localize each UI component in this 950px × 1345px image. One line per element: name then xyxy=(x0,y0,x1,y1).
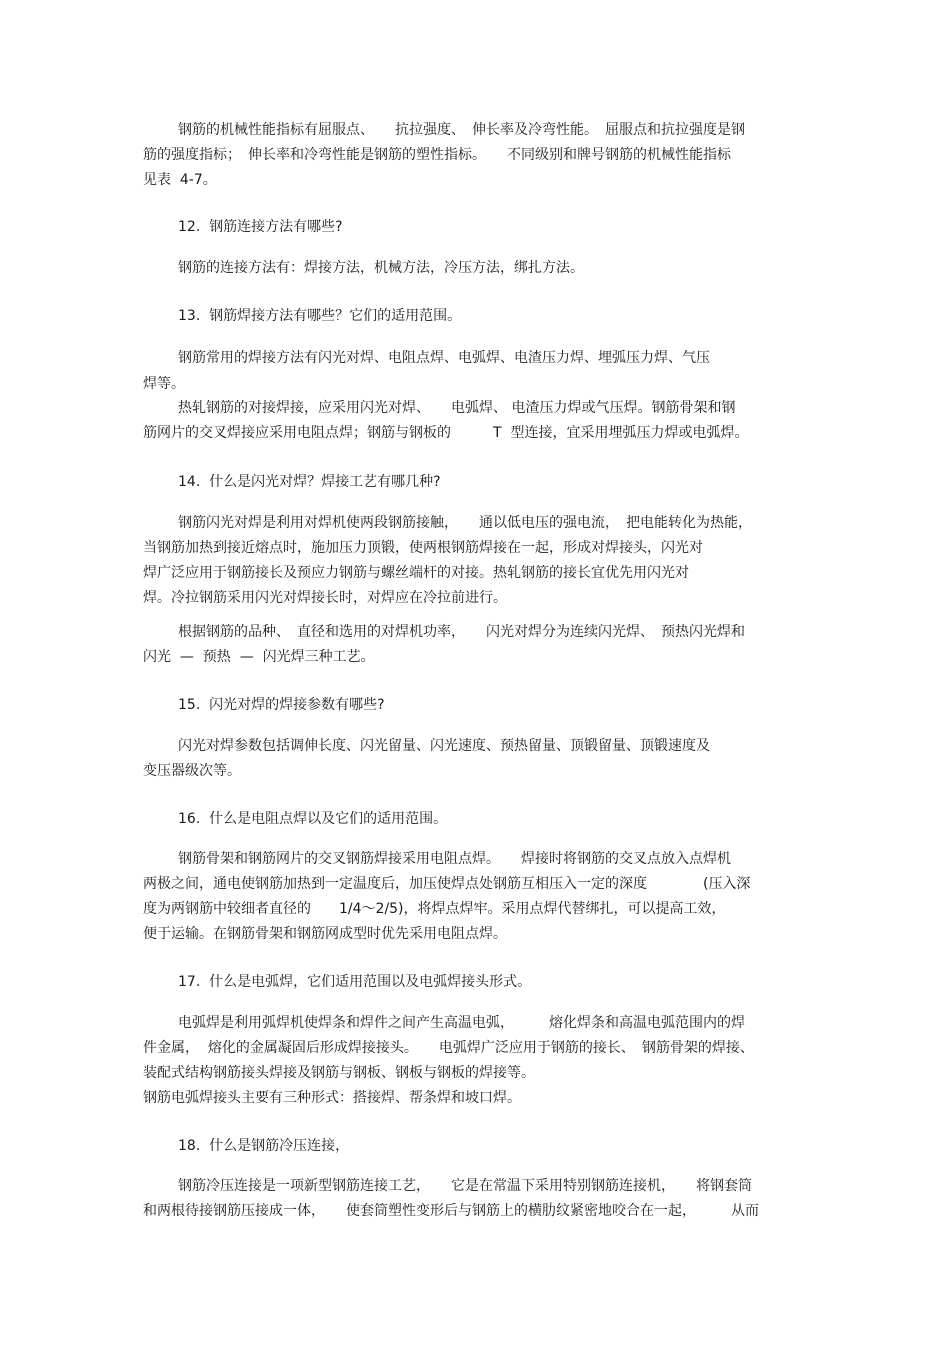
text-line: 根据钢筋的品种、 直径和选用的对焊机功率， 闪光对焊分为连续闪光焊、 预热闪光焊和 xyxy=(178,624,745,640)
text-line: 筋的强度指标； 伸长率和冷弯性能是钢筋的塑性指标。 不同级别和牌号钢筋的机械性能指标 xyxy=(143,147,731,163)
question-heading: 12. 钢筋连接方法有哪些? xyxy=(178,219,343,235)
text-line: 见表 4-7。 xyxy=(143,172,217,188)
question-heading: 18. 什么是钢筋冷压连接， xyxy=(178,1138,350,1154)
text-line: 闪光对焊参数包括调伸长度、闪光留量、闪光速度、预热留量、顶锻留量、顶锻速度及 xyxy=(178,738,710,754)
text-line: 焊广泛应用于钢筋接长及预应力钢筋与螺丝端杆的对接。热轧钢筋的接长宜优先用闪光对 xyxy=(143,565,689,581)
text-line: 焊等。 xyxy=(143,376,185,392)
text-line: 焊。冷拉钢筋采用闪光对焊接长时，对焊应在冷拉前进行。 xyxy=(143,590,507,606)
text-line: 两极之间，通电使钢筋加热到一定温度后，加压使焊点处钢筋互相压入一定的深度 (压入深 xyxy=(143,876,751,892)
question-heading: 17. 什么是电弧焊，它们适用范围以及电弧焊接头形式。 xyxy=(178,974,532,990)
text-line: 钢筋的连接方法有：焊接方法，机械方法，冷压方法，绑扎方法。 xyxy=(178,260,584,276)
text-line: 电弧焊是利用弧焊机使焊条和焊件之间产生高温电弧， 熔化焊条和高温电弧范围内的焊 xyxy=(178,1015,745,1031)
text-line: 钢筋闪光对焊是利用对焊机使两段钢筋接触， 通以低电压的强电流， 把电能转化为热能， xyxy=(178,515,752,531)
text-line: 和两根待接钢筋压接成一体， 使套筒塑性变形后与钢筋上的横肋纹紧密地咬合在一起， 从而 xyxy=(143,1203,759,1219)
question-heading: 15. 闪光对焊的焊接参数有哪些? xyxy=(178,697,385,713)
question-heading: 13. 钢筋焊接方法有哪些？它们的适用范围。 xyxy=(178,308,462,324)
text-line: 度为两钢筋中较细者直径的 1/4～2/5)，将焊点焊牢。采用点焊代替绑扎，可以提高工效， xyxy=(143,901,726,917)
text-line: 钢筋骨架和钢筋网片的交叉钢筋焊接采用电阻点焊。 焊接时将钢筋的交叉点放入点焊机 xyxy=(178,851,731,867)
text-line: 闪光 — 预热 — 闪光焊三种工艺。 xyxy=(143,649,375,665)
text-line: 便于运输。在钢筋骨架和钢筋网成型时优先采用电阻点焊。 xyxy=(143,926,507,942)
question-heading: 14. 什么是闪光对焊？焊接工艺有哪几种? xyxy=(178,474,441,490)
text-line: 钢筋的机械性能指标有屈服点、 抗拉强度、 伸长率及冷弯性能。 屈服点和抗拉强度是钢 xyxy=(178,122,745,138)
text-line: 筋网片的交叉焊接应采用电阻点焊；钢筋与钢板的 T 型连接，宜采用埋弧压力焊或电弧焊。 xyxy=(143,425,749,441)
text-line: 件金属， 熔化的金属凝固后形成焊接接头。 电弧焊广泛应用于钢筋的接长、 钢筋骨架的焊接、 xyxy=(143,1040,754,1056)
text-line: 装配式结构钢筋接头焊接及钢筋与钢板、钢板与钢板的焊接等。 xyxy=(143,1065,535,1081)
question-heading: 16. 什么是电阻点焊以及它们的适用范围。 xyxy=(178,811,448,827)
text-line: 当钢筋加热到接近熔点时，施加压力顶锻，使两根钢筋焊接在一起，形成对焊接头，闪光对 xyxy=(143,540,703,556)
text-line: 钢筋冷压连接是一项新型钢筋连接工艺， 它是在常温下采用特别钢筋连接机， 将钢套筒 xyxy=(178,1178,752,1194)
text-line: 热轧钢筋的对接焊接，应采用闪光对焊、 电弧焊、 电渣压力焊或气压焊。钢筋骨架和钢 xyxy=(178,400,736,416)
text-line: 变压器级次等。 xyxy=(143,763,241,779)
text-line: 钢筋电弧焊接头主要有三种形式：搭接焊、帮条焊和坡口焊。 xyxy=(143,1090,521,1106)
text-line: 钢筋常用的焊接方法有闪光对焊、电阻点焊、电弧焊、电渣压力焊、埋弧压力焊、气压 xyxy=(178,350,710,366)
